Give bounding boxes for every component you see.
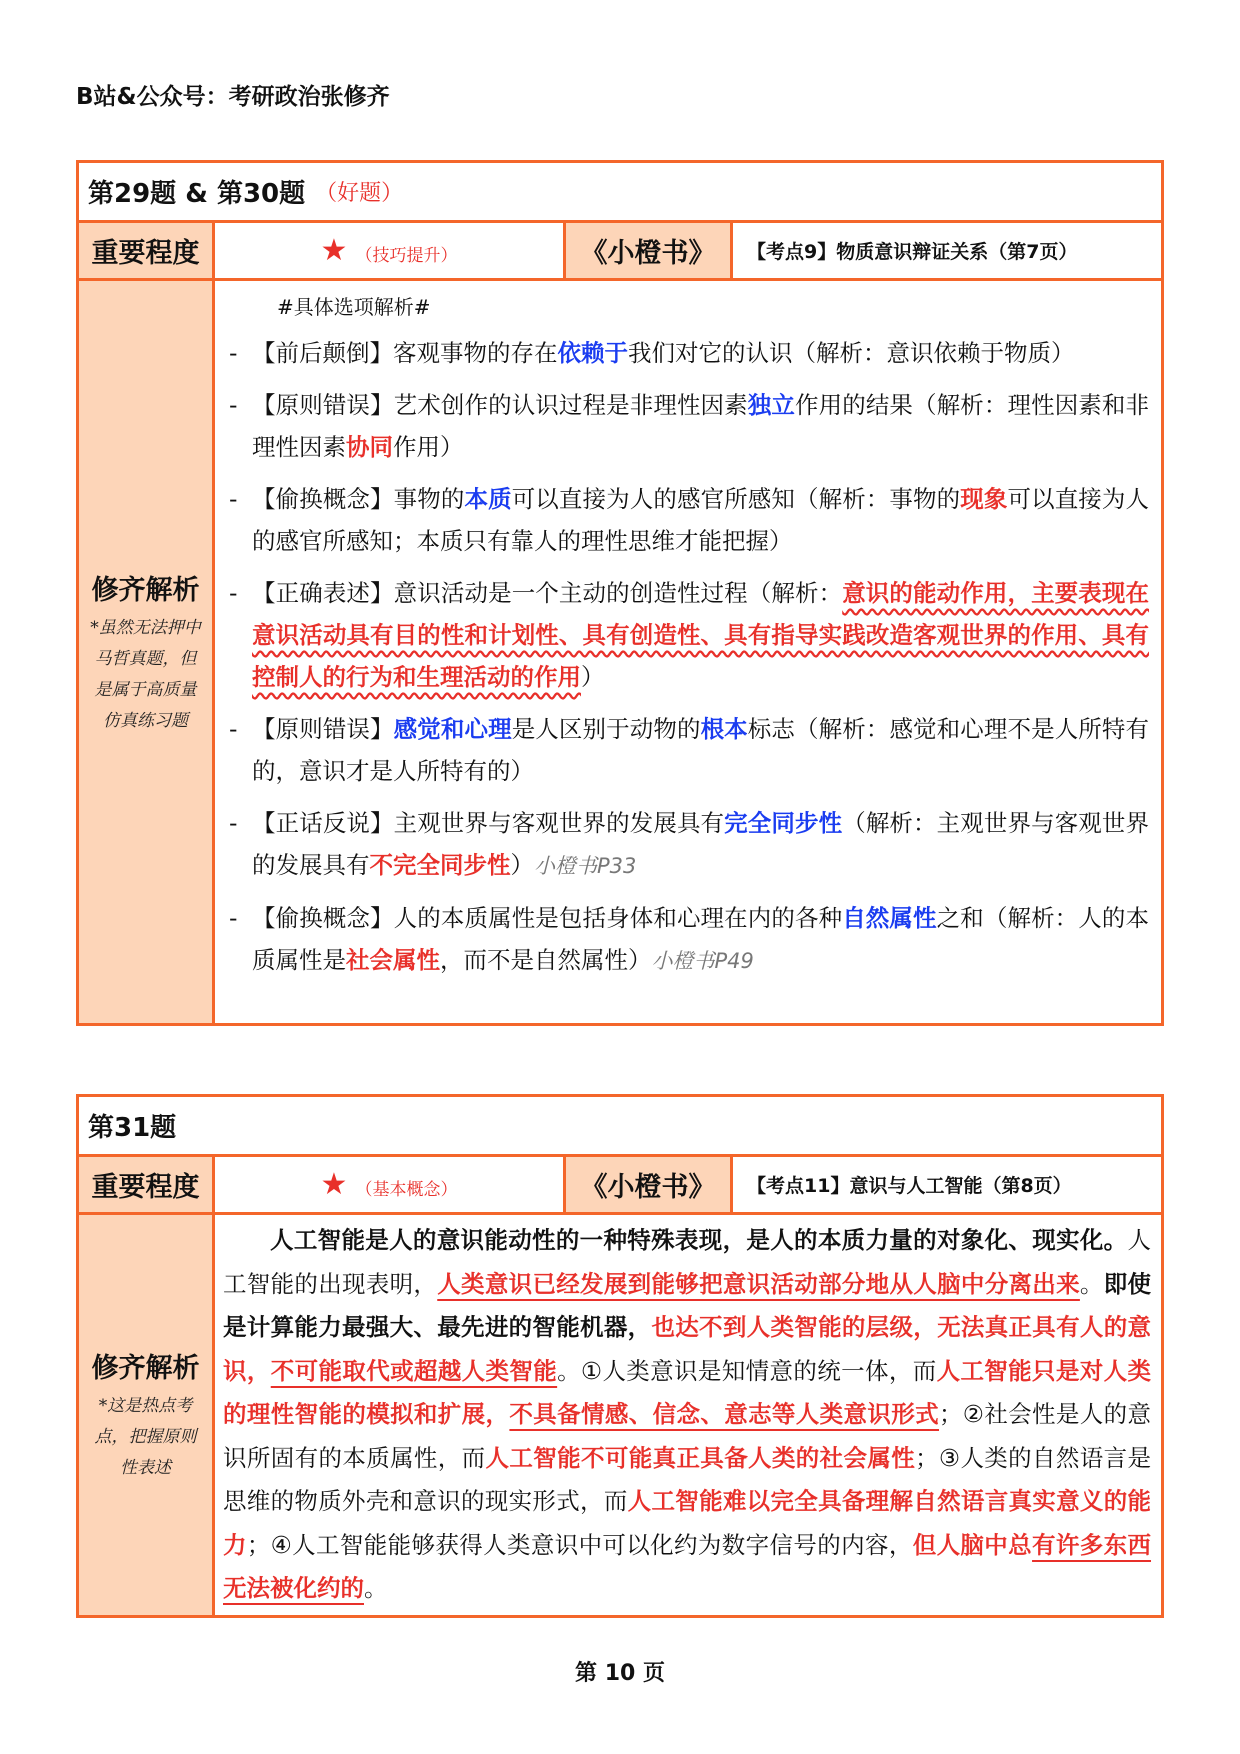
exam-point: 【考点11】意识与人工智能（第8页） (747, 1175, 1072, 1197)
analysis-content (215, 1215, 1161, 1615)
bullet-dash: - (229, 715, 238, 743)
bullet-dash: - (229, 485, 238, 513)
text-segment: 【偷换概念】事物的 (252, 485, 465, 513)
text-segment: 【正话反说】主观世界与客观世界的发展具有 (252, 809, 725, 837)
page-number: 第 10 页 (575, 1661, 665, 1686)
highlight-text: 独立 (747, 391, 795, 419)
text-segment: 可以直接为人的感官所感知；本质只有靠人的理性思维才能把握） (252, 485, 1150, 555)
analysis-label-cell (79, 1215, 215, 1615)
text-segment: 。 (1079, 1269, 1104, 1298)
highlight-text: 协同 (346, 433, 393, 461)
table-title-row (79, 1097, 1161, 1154)
table-title-row (79, 163, 1161, 220)
highlight-text: 人工智能只是对人类的理性智能的模拟和扩展， (223, 1356, 1152, 1428)
highlight-text: 依赖于 (557, 339, 628, 367)
options-subtitle: #具体选项解析# (277, 295, 431, 319)
highlight-text: 即使是计算能力最强大、最先进的智能机器， (223, 1269, 1152, 1341)
question-title: 第31题 (88, 1113, 177, 1143)
bullet-dash: - (229, 339, 238, 367)
text-segment: 【前后颠倒】客观事物的存在 (252, 339, 558, 367)
importance-rating (215, 223, 566, 278)
highlight-text: 不可能取代或超越人类智能 (270, 1356, 558, 1385)
star-icon: ★ (320, 1167, 348, 1202)
highlight-text: 但人脑中总 (912, 1530, 1033, 1559)
importance-row (79, 1154, 1161, 1212)
highlight-text: 本质 (464, 485, 512, 513)
importance-label: 重要程度 (79, 1157, 215, 1212)
book-label: 《小橙书》 (566, 223, 733, 278)
analysis-content (215, 281, 1161, 1023)
question-tag: （好题） (315, 181, 404, 206)
text-segment: 作用） (393, 433, 464, 461)
text-segment: ） (581, 663, 605, 691)
bullet-dash: - (229, 809, 238, 837)
text-segment: ，而不是自然属性） (440, 946, 652, 974)
highlight-text: 也达不到人类智能的层级，无法真正具有人的意识， (223, 1313, 1152, 1385)
option-item (229, 332, 1149, 374)
text-segment: ） (510, 851, 534, 879)
highlight-text: 现象 (960, 485, 1008, 513)
exam-point: 【考点9】物质意识辩证关系（第7页） (747, 241, 1078, 263)
analysis-row (79, 278, 1161, 1023)
option-item (229, 897, 1149, 982)
analysis-label: 修齐解析 (91, 574, 200, 606)
text-segment: 。①人类意识是知情意的统一体，而 (557, 1356, 937, 1385)
text-segment: 可以直接为人的感官所感知（解析：事物的 (511, 485, 961, 513)
importance-row (79, 220, 1161, 278)
text-segment: 【偷换概念】人的本质属性是包括身体和心理在内的各种 (252, 904, 843, 932)
star-note: （技巧提升） (355, 246, 458, 266)
question-31-table (76, 1094, 1164, 1618)
text-segment: 是人区别于动物的 (511, 715, 701, 743)
text-segment: ；④人工智能能够获得人类意识中可以化约为数字信号的内容， (246, 1530, 913, 1559)
star-note: （基本概念） (355, 1180, 458, 1200)
text-segment: 【正确表述】意识活动是一个主动的创造性过程（解析： (252, 579, 843, 607)
text-segment: 人工智能的出现表明， (223, 1226, 1151, 1298)
highlight-text: 自然属性 (842, 904, 937, 932)
text-segment: 标志（解析：感觉和心理不是人所特有的，意识才是人所特有的） (252, 715, 1150, 785)
option-item (229, 708, 1149, 792)
analysis-label-cell (79, 281, 215, 1023)
importance-rating (215, 1157, 566, 1212)
bullet-dash: - (229, 579, 238, 607)
text-segment: 【原则错误】 (252, 715, 394, 743)
analysis-paragraph (223, 1219, 1151, 1611)
analysis-note: *虽然无法押中马哲真题，但是属于高质量仿真练习题 (90, 617, 201, 731)
analysis-label: 修齐解析 (91, 1353, 200, 1384)
text-segment: （解析：主观世界与客观世界的发展具有 (252, 809, 1150, 879)
highlight-text: 有许多东西无法被化约的 (223, 1530, 1152, 1602)
highlight-text: 人工智能难以完全具备理解自然语言真实意义的能力 (223, 1487, 1152, 1559)
header-source: B站&公众号：考研政治张修齐 (76, 84, 390, 110)
text-segment: ；③人类的自然语言是思维的物质外壳和意识的现实形式，而 (223, 1443, 1152, 1515)
highlight-text: 人类意识已经发展到能够把意识活动部分地从人脑中分离出来 (437, 1269, 1080, 1298)
option-item (229, 478, 1149, 562)
book-reference: 小橙书P33 (534, 854, 637, 878)
highlight-text: 人工智能不可能真正具备人类的社会属性 (485, 1443, 916, 1472)
option-item (229, 802, 1149, 887)
option-item (229, 572, 1149, 698)
book-reference: 小橙书P49 (651, 949, 754, 973)
book-label: 《小橙书》 (566, 1157, 733, 1212)
bullet-dash: - (229, 391, 238, 419)
analysis-note: *这是热点考点，把握原则性表述 (94, 1396, 197, 1478)
text-segment: 作用的结果（解析：理性因素和非理性因素 (252, 391, 1150, 461)
highlight-text: 不具备情感、信念、意志等人类意识形式 (509, 1400, 940, 1428)
bullet-dash: - (229, 904, 238, 932)
text-segment: ；②社会性是人的意识所固有的本质属性，而 (223, 1400, 1152, 1472)
question-29-30-table (76, 160, 1164, 1026)
importance-label: 重要程度 (79, 223, 215, 278)
highlight-text: 感觉和心理 (393, 715, 512, 743)
option-item (229, 384, 1149, 468)
highlight-text: 意识的能动作用，主要表现在意识活动具有目的性和计划性、具有创造性、具有指导实践改造客观世界的作用、具有控制人的行为和生理活动的作用 (252, 579, 1150, 691)
text-segment: 我们对它的认识（解析：意识依赖于物质） (628, 339, 1075, 367)
text-segment: 。 (364, 1574, 388, 1602)
highlight-text: 人工智能是人的意识能动性的一种特殊表现，是人的本质力量的对象化、现实化。 (270, 1226, 1128, 1254)
analysis-row (79, 1212, 1161, 1615)
question-title: 第29题 & 第30题 (88, 179, 306, 209)
highlight-text: 根本 (700, 715, 748, 743)
text-segment: 【原则错误】艺术创作的认识过程是非理性因素 (252, 391, 748, 419)
highlight-text: 社会属性 (346, 946, 440, 974)
star-icon: ★ (320, 233, 348, 268)
highlight-text: 完全同步性 (724, 809, 843, 837)
highlight-text: 不完全同步性 (369, 851, 511, 879)
text-segment: 之和（解析：人的本质属性是 (252, 904, 1150, 974)
